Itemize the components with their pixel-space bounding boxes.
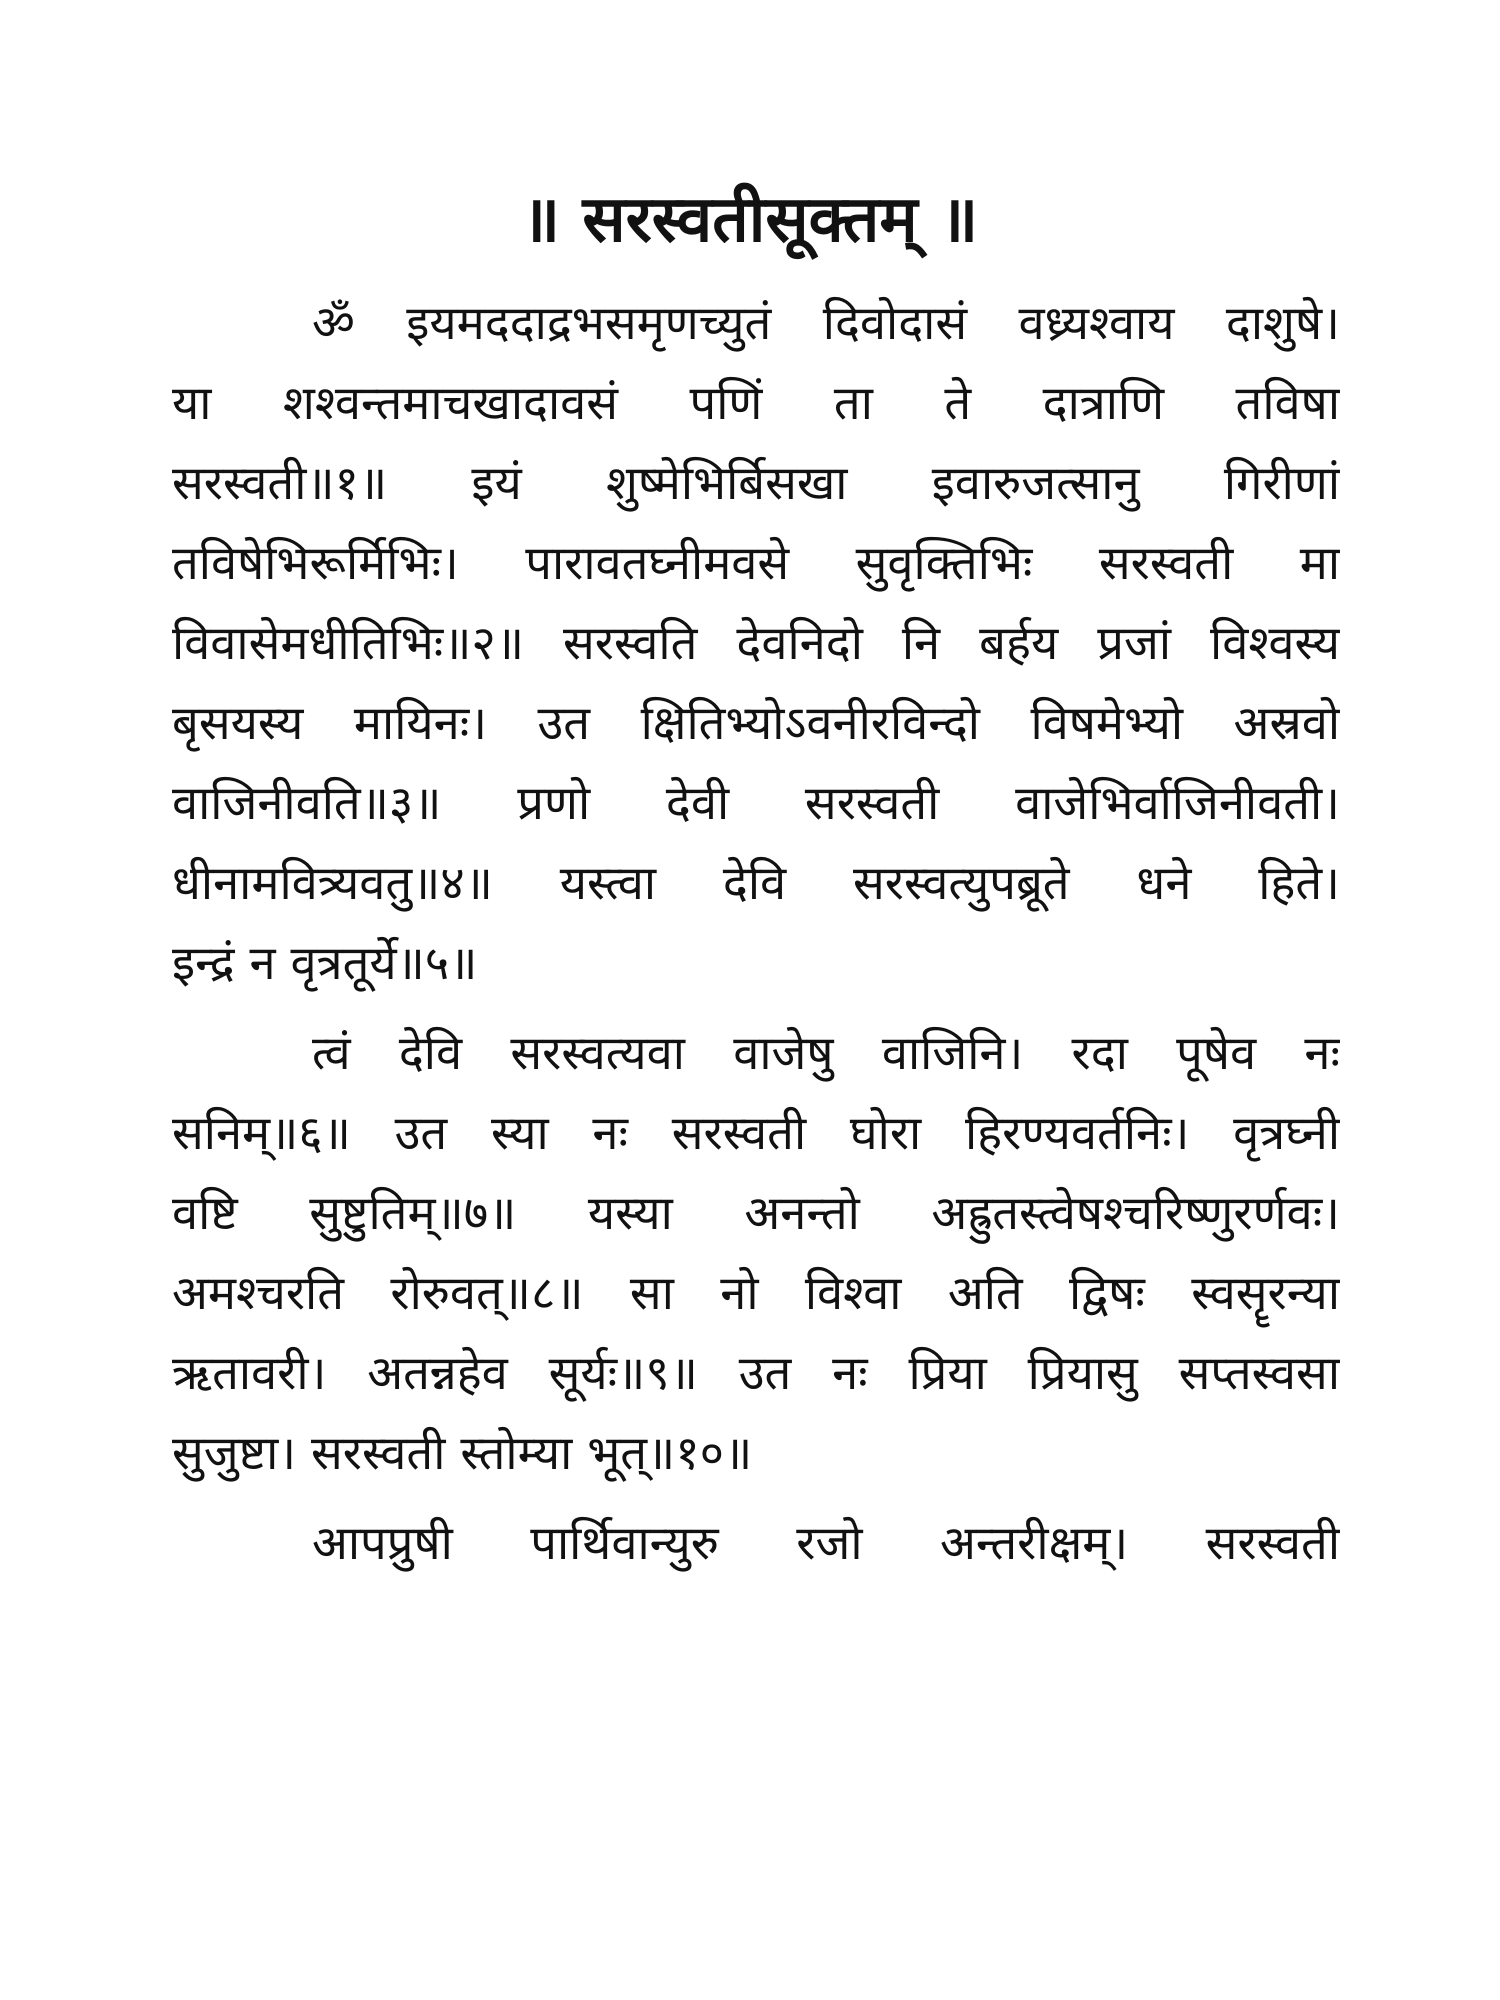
verse-line: आपप्रुषी पार्थिवान्युरु रजो अन्तरीक्षम्। सरस्वती (312, 1516, 1340, 1571)
verse-line: सरस्वती॥१॥ इयं शुष्मेभिर्बिसखा इवारुजत्सानु गिरीणां (172, 456, 1340, 511)
verse-line: त्वं देवि सरस्वत्यवा वाजेषु वाजिनि। रदा पूषेव नः (312, 1026, 1340, 1081)
verse-line: इन्द्रं न वृत्रतूर्ये॥५॥ (172, 936, 478, 991)
verse-line: ॐ इयमददाद्रभसमृणच्युतं दिवोदासं वध्र्यश्वाय दाशुषे। (312, 296, 1340, 351)
verse-line: ऋतावरी। अतन्नहेव सूर्यः॥९॥ उत नः प्रिया प्रियासु सप्तस्वसा (172, 1346, 1340, 1401)
verse-line: बृसयस्य मायिनः। उत क्षितिभ्योऽवनीरविन्दो विषमेभ्यो अस्रवो (172, 696, 1340, 751)
page-title: ॥ सरस्वतीसूक्तम् ॥ (521, 183, 979, 257)
verse-line: या शश्वन्तमाचखादावसं पणिं ता ते दात्राणि तविषा (172, 376, 1340, 431)
verse-line: वाजिनीवति॥३॥ प्रणो देवी सरस्वती वाजेभिर्वाजिनीवती। (172, 776, 1340, 831)
verse-line: विवासेमधीतिभिः॥२॥ सरस्वति देवनिदो नि बर्हय प्रजां विश्वस्य (172, 616, 1340, 671)
verse-line: धीनामवित्र्यवतु॥४॥ यस्त्वा देवि सरस्वत्युपब्रूते धने हिते। (172, 856, 1340, 911)
verse-line: अमश्चरति रोरुवत्॥८॥ सा नो विश्वा अति द्विषः स्वसॄरन्या (172, 1266, 1340, 1321)
verse-line: तविषेभिरूर्मिभिः। पारावतघ्नीमवसे सुवृक्तिभिः सरस्वती मा (172, 536, 1340, 591)
verse-line: सुजुष्टा। सरस्वती स्तोम्या भूत्॥१०॥ (172, 1426, 753, 1481)
verse-line: सनिम्॥६॥ उत स्या नः सरस्वती घोरा हिरण्यवर्तनिः। वृत्रघ्नी (172, 1106, 1340, 1161)
verse-line: वष्टि सुष्टुतिम्॥७॥ यस्या अनन्तो अह्रुतस्त्वेषश्चरिष्णुरर्णवः। (172, 1186, 1340, 1241)
